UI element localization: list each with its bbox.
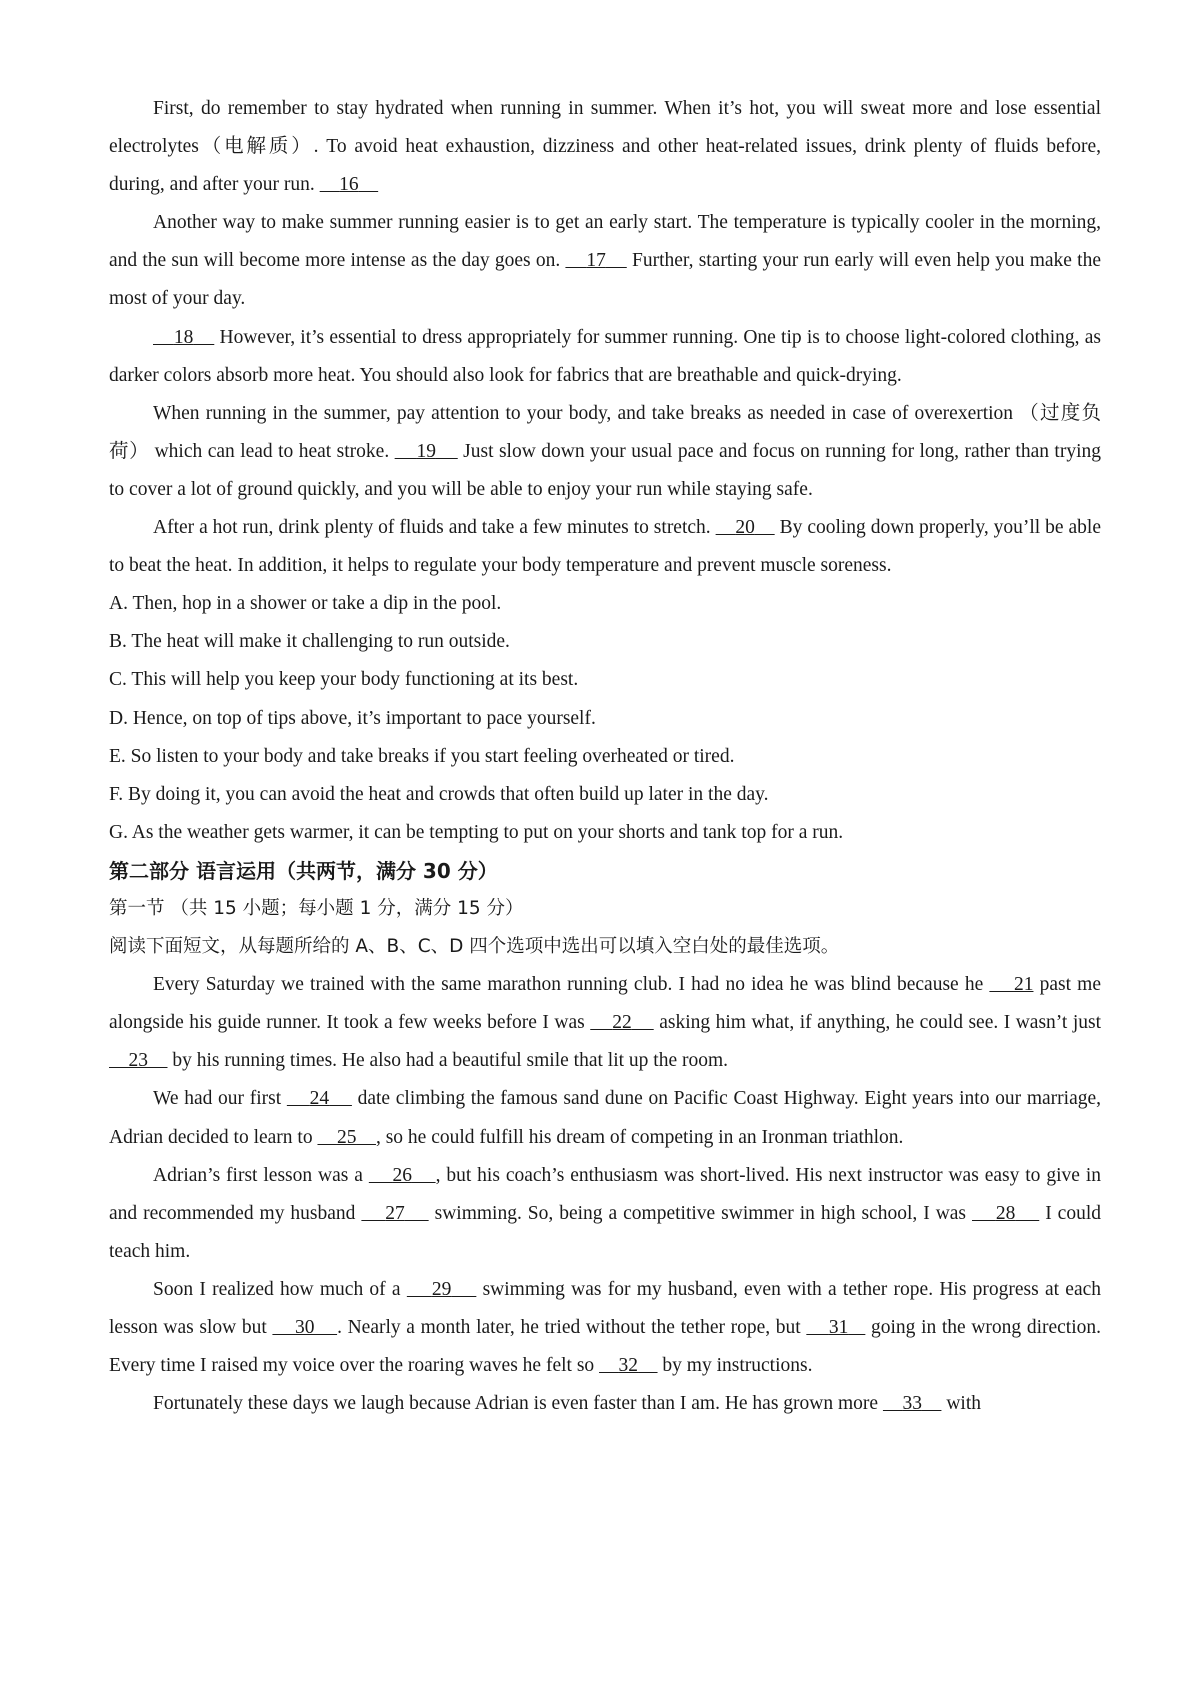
option-b: B. The heat will make it challenging to run outside. xyxy=(109,631,510,653)
blank-16: 16 xyxy=(339,174,359,196)
blank-28: 28 xyxy=(995,1202,1016,1224)
instruction-text: 阅读下面短文，从每题所给的 A、B、C、D 四个选项中选出可以填入空白处的最佳选项。 xyxy=(109,936,840,958)
option-c: C. This will help you keep your body functioning at its best. xyxy=(109,669,579,691)
option-a: A. Then, hop in a shower or take a dip in the pool. xyxy=(109,593,502,615)
blank-22: 22 xyxy=(612,1012,632,1034)
blank-27: 27 xyxy=(385,1202,405,1224)
passage1-paragraph-2: Another way to make summer running easier is to get an early start. The temperature is typically cooler in the morning, and the sun will become more intense as the day goes on. 17 Further, starting your run early will even help you make the most of your day. xyxy=(109,212,1102,310)
passage2-paragraph-4: Soon I realized how much of a 29 swimming was for my husband, even with a tether rope. His progress at each lesson was slow but 30 . Nearly a month later, he tried without the tether rope, but 31 going in the wrong direction. Every time I raised my voice over the roaring waves he felt so 32 by my instructions. xyxy=(109,1278,1102,1377)
blank-20: 20 xyxy=(735,517,755,539)
section1-heading: 第一节 （共 15 小题；每小题 1 分，满分 15 分） xyxy=(109,897,524,919)
passage1-paragraph-3: 18 However, it’s essential to dress appropriately for summer running. One tip is to choose light-colored clothing, as darker colors absorb more heat. You should also look for fabrics that are breathable and quick-drying. xyxy=(109,326,1102,386)
passage2-paragraph-3: Adrian’s first lesson was a 26 , but his coach’s enthusiasm was short-lived. His next instructor was easy to give in and recommended my husband 27 swimming. So, being a competitive swimmer in high school, I was 28 I could teach him. xyxy=(109,1164,1102,1262)
blank-30: 30 xyxy=(295,1317,315,1338)
passage2-paragraph-1: Every Saturday we trained with the same marathon running club. I had no idea he was blind because he 21 past me alongside his guide runner. It took a few weeks before I was 22 asking him what, if anything, he could see. I wasn’t just 23 by his running times. He also had a beautiful smile that lit up the room. xyxy=(109,974,1102,1072)
blank-32: 32 xyxy=(618,1355,639,1377)
blank-26: 26 xyxy=(392,1164,412,1186)
blank-17: 17 xyxy=(586,250,606,272)
passage1-paragraph-5: After a hot run, drink plenty of fluids and take a few minutes to stretch. 20 By cooling down properly, you’ll be able to beat the heat. In addition, it helps to regulate your body temperature and prevent muscle soreness. xyxy=(109,517,1101,577)
blank-21: 21 xyxy=(1013,974,1034,996)
blank-24: 24 xyxy=(309,1088,330,1110)
option-d: D. Hence, on top of tips above, it’s important to pace yourself. xyxy=(109,707,596,729)
blank-19: 19 xyxy=(416,440,436,462)
exam-page xyxy=(109,90,1101,1423)
passage2-paragraph-2: We had our first 24 date climbing the famous sand dune on Pacific Coast Highway. Eight years into our marriage, Adrian decided to learn to 25 , so he could fulfill his dream of competing in an Ironman triathlon. xyxy=(109,1088,1102,1148)
passage1-paragraph-4: When running in the summer, pay attention to your body, and take breaks as needed in case of overexertion （过度负荷） which can lead to heat stroke. 19 Just slow down your usual pace and focus on running for long, rather than trying to cover a lot of ground quickly, and you will be able to enjoy your run while staying safe. xyxy=(109,402,1102,500)
blank-25: 25 xyxy=(336,1126,357,1148)
blank-29: 29 xyxy=(431,1278,452,1300)
blank-33: 33 xyxy=(902,1393,922,1415)
option-e: E. So listen to your body and take breaks if you start feeling overheated or tired. xyxy=(109,745,735,767)
part2-title: 第二部分 语言运用（共两节，满分 30 分） xyxy=(109,858,498,883)
blank-23: 23 xyxy=(128,1050,148,1072)
option-g: G. As the weather gets warmer, it can be tempting to put on your shorts and tank top for a run. xyxy=(109,821,844,843)
passage2-paragraph-5: Fortunately these days we laugh because Adrian is even faster than I am. He has grown more 33 with xyxy=(153,1393,981,1415)
blank-31: 31 xyxy=(828,1317,849,1338)
blank-18: 18 xyxy=(173,326,194,348)
passage1-paragraph-1: First, do remember to stay hydrated when running in summer. When it’s hot, you will sweat more and lose essential electrolytes（电解质）. To avoid heat exhaustion, dizziness and other heat-related issues, drink plenty of fluids before, during, and after your run. 16 xyxy=(109,98,1101,196)
option-f: F. By doing it, you can avoid the heat and crowds that often build up later in the day. xyxy=(109,783,769,805)
